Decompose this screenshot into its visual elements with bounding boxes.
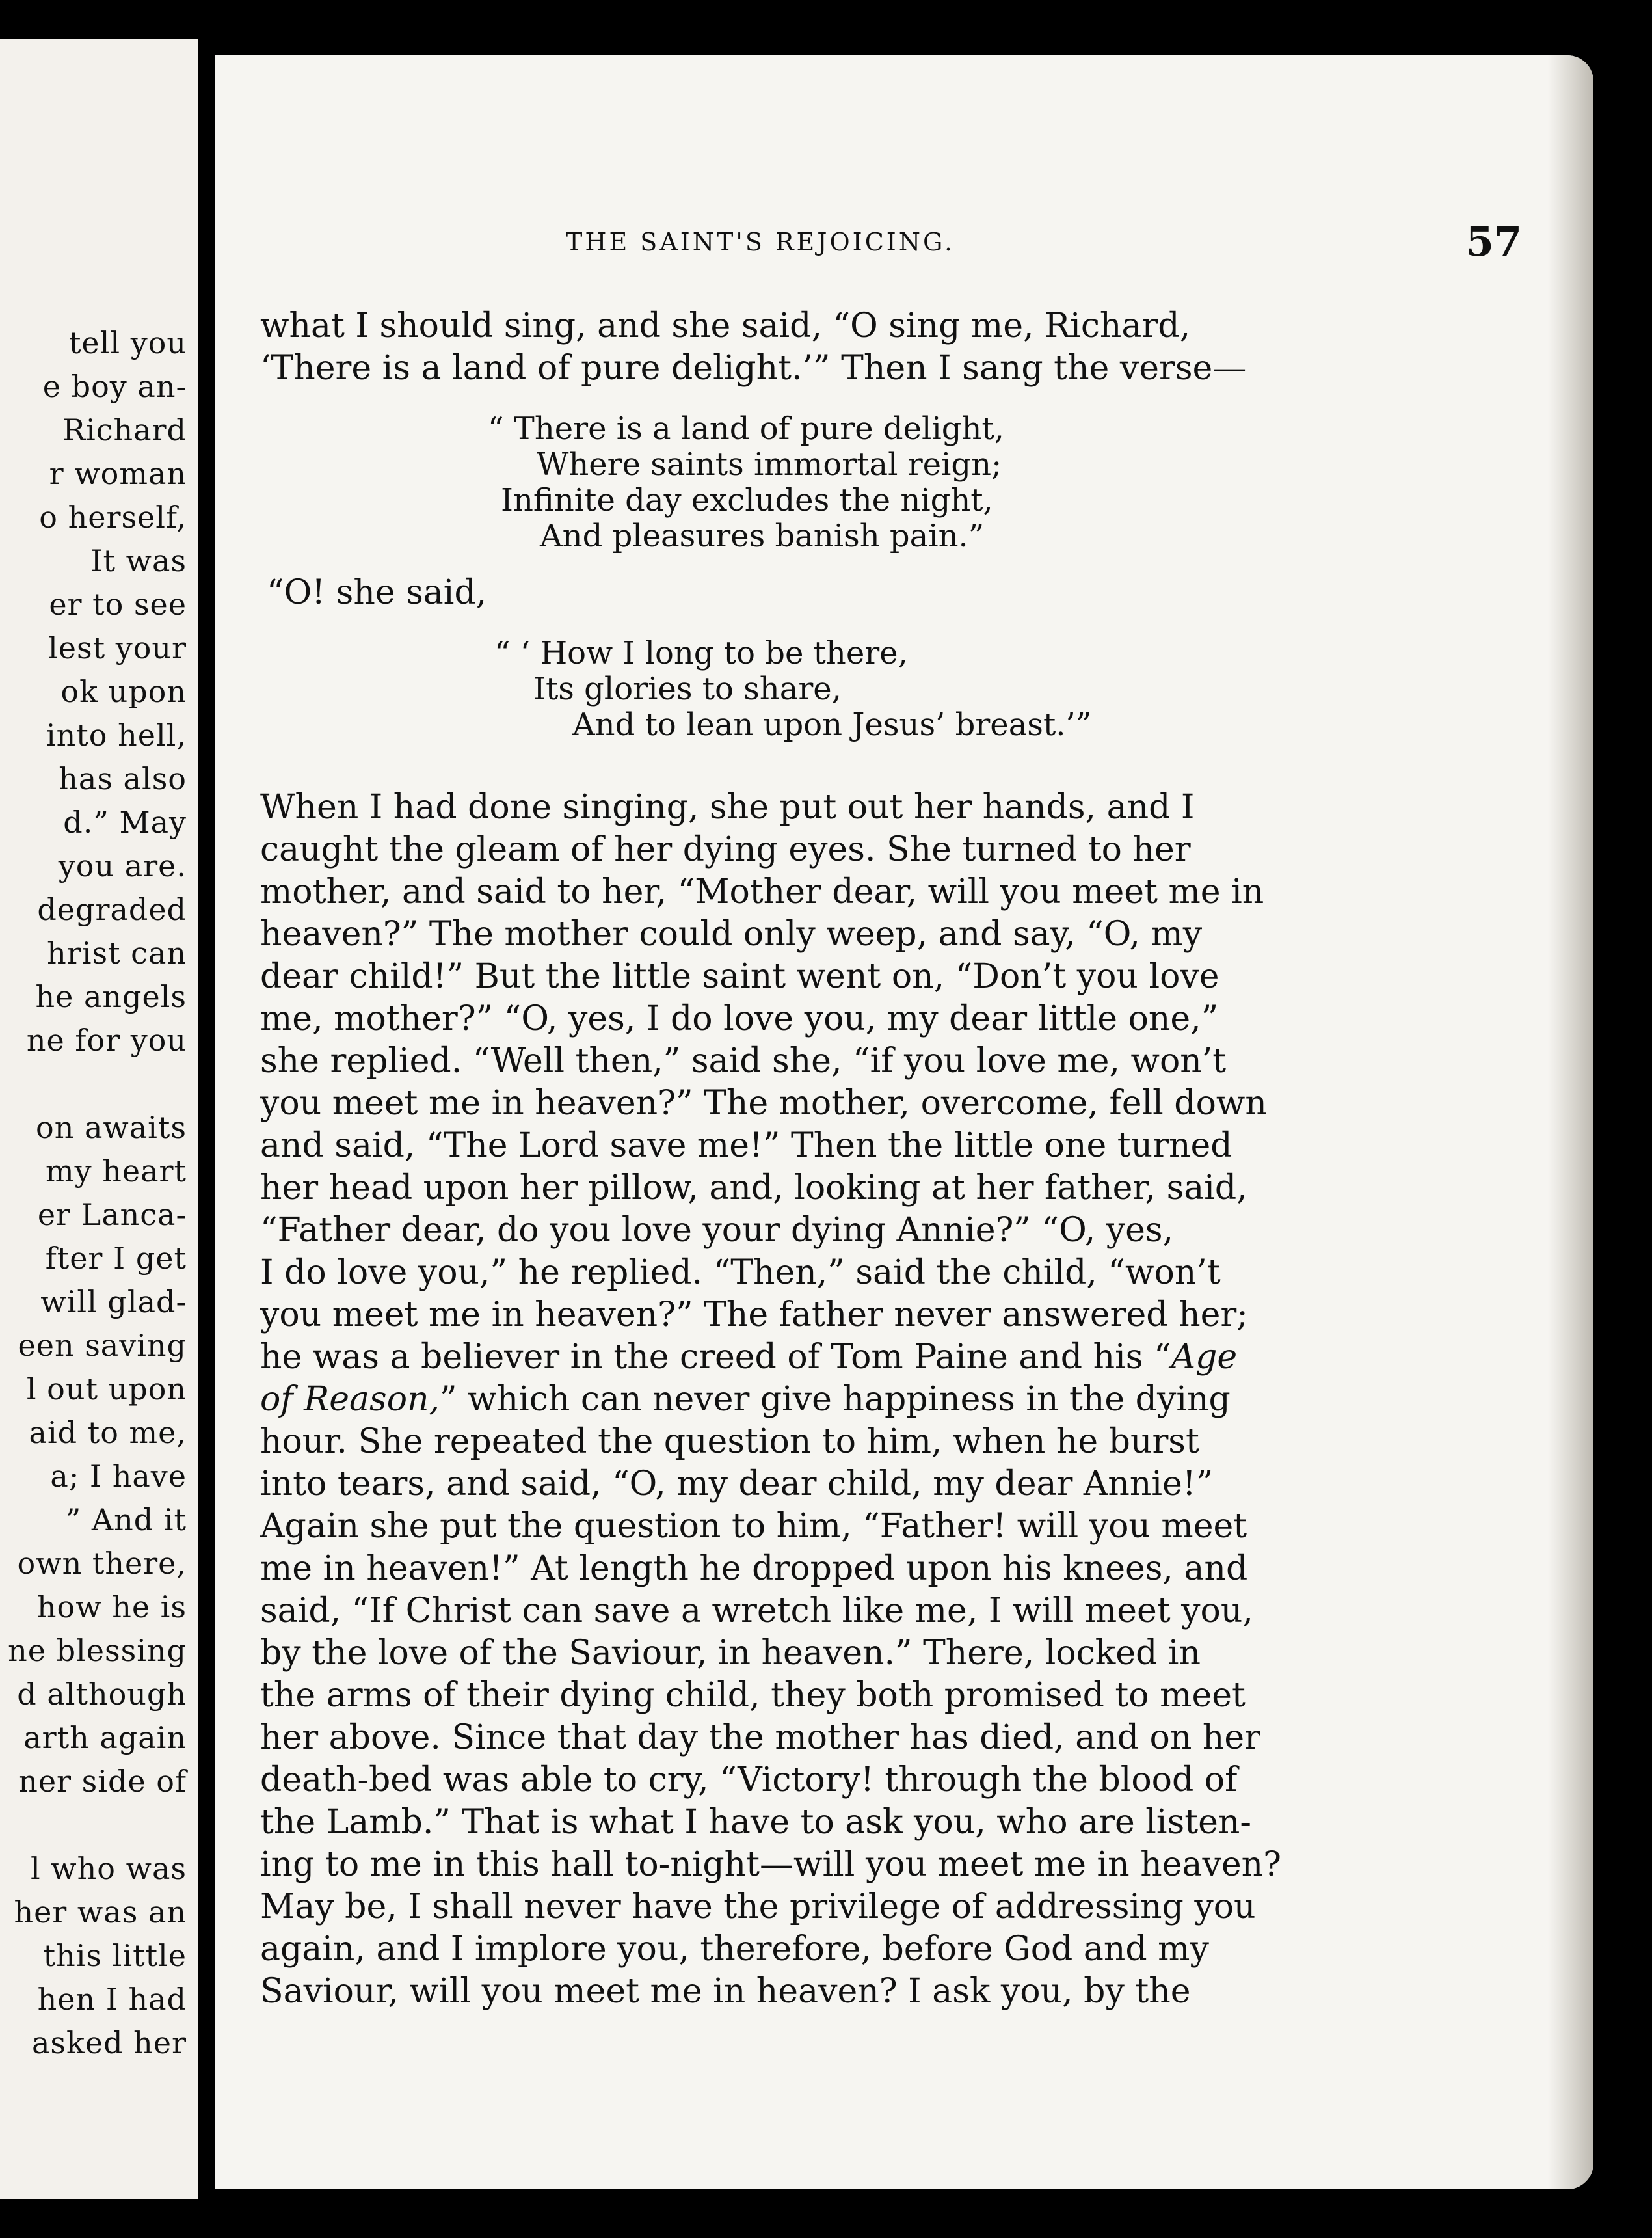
- facing-page-text: d.” May: [63, 805, 187, 840]
- verse-line: And pleasures banish pain.”: [540, 518, 985, 554]
- facing-page-text: hrist can: [47, 936, 187, 971]
- text-line: death-bed was able to cry, “Victory! through the blood of: [260, 1760, 1238, 1800]
- verse-line: Its glories to share,: [533, 671, 842, 707]
- facing-page-text: e boy an-: [42, 369, 187, 404]
- facing-page-text: lest your: [48, 630, 187, 666]
- facing-page-text: arth again: [23, 1720, 187, 1755]
- verse-line: Infinite day excludes the night,: [501, 482, 993, 519]
- text-line: ‘There is a land of pure delight.’” Then I sang the verse—: [260, 349, 1247, 388]
- text-line: May be, I shall never have the privilege of addressing you: [260, 1887, 1256, 1926]
- verse-line: And to lean upon Jesus’ breast.’”: [572, 707, 1092, 743]
- facing-page-text: ” And it: [65, 1502, 187, 1537]
- text-line: you meet me in heaven?” The father never answered her;: [260, 1295, 1248, 1334]
- text-line: I do love you,” he replied. “Then,” said the child, “won’t: [260, 1253, 1221, 1292]
- page-number: 57: [1465, 218, 1522, 265]
- text-line: dear child!” But the little saint went on, “Don’t you love: [260, 957, 1219, 996]
- running-header: THE SAINT'S REJOICING.: [566, 228, 955, 256]
- text-line: heaven?” The mother could only weep, and say, “O, my: [260, 915, 1203, 954]
- text-line: caught the gleam of her dying eyes. She turned to her: [260, 830, 1191, 869]
- facing-page-text: asked her: [31, 2025, 187, 2060]
- verse-line: “ There is a land of pure delight,: [488, 411, 1004, 447]
- text-line: her above. Since that day the mother has died, and on her: [260, 1718, 1260, 1757]
- facing-page-text: ok upon: [60, 674, 187, 709]
- facing-page-text: tell you: [68, 325, 187, 360]
- text-line: ing to me in this hall to-night—will you meet me in heaven?: [260, 1845, 1281, 1884]
- text-line: When I had done singing, she put out her hands, and I: [260, 788, 1195, 827]
- text-line: “Father dear, do you love your dying Annie?” “O, yes,: [260, 1211, 1174, 1250]
- facing-page-text: d although: [17, 1677, 187, 1712]
- facing-page-text: l out upon: [26, 1371, 187, 1407]
- text-line: and said, “The Lord save me!” Then the little one turned: [260, 1126, 1232, 1165]
- facing-page-text: fter I get: [45, 1241, 187, 1276]
- facing-page-text: o herself,: [39, 500, 187, 535]
- facing-page-text: degraded: [37, 892, 187, 927]
- text-line: into tears, and said, “O, my dear child, my dear Annie!”: [260, 1464, 1214, 1503]
- text-line: hour. She repeated the question to him, when he burst: [260, 1422, 1199, 1461]
- verse-line: Where saints immortal reign;: [537, 446, 1002, 483]
- text-line: what I should sing, and she said, “O sing me, Richard,: [260, 306, 1191, 345]
- facing-page-text: how he is: [36, 1589, 187, 1625]
- page-edge: [1548, 55, 1593, 2189]
- text-line: he was a believer in the creed of Tom Paine and his “Age: [260, 1338, 1238, 1377]
- book-page: [215, 55, 1593, 2189]
- text-line: her head upon her pillow, and, looking at her father, said,: [260, 1168, 1247, 1207]
- text-line: again, and I implore you, therefore, before God and my: [260, 1930, 1209, 1969]
- facing-page-text: her was an: [14, 1894, 187, 1930]
- facing-page-text: ne blessing: [8, 1633, 187, 1668]
- facing-page-text: aid to me,: [29, 1415, 187, 1450]
- verse-line: “ ‘ How I long to be there,: [494, 635, 908, 671]
- facing-page-text: l who was: [30, 1851, 187, 1886]
- text-line: the Lamb.” That is what I have to ask you, who are listen-: [260, 1803, 1251, 1842]
- text-line: me in heaven!” At length he dropped upon his knees, and: [260, 1549, 1248, 1588]
- facing-page-text: into hell,: [46, 718, 187, 753]
- facing-page-text: this little: [43, 1938, 187, 1973]
- text-line: of Reason,” which can never give happiness in the dying: [260, 1380, 1231, 1419]
- facing-page-text: Richard: [62, 412, 187, 448]
- text-line: Again she put the question to him, “Father! will you meet: [260, 1507, 1247, 1546]
- facing-page-text: er to see: [49, 587, 187, 622]
- facing-page-text: has also: [59, 761, 187, 796]
- text-line: the arms of their dying child, they both promised to meet: [260, 1676, 1246, 1715]
- text-line: said, “If Christ can save a wretch like me, I will meet you,: [260, 1591, 1253, 1630]
- facing-page-text: hen I had: [37, 1982, 187, 2017]
- facing-page-text: a; I have: [50, 1459, 187, 1494]
- facing-page-text: ne for you: [26, 1023, 187, 1058]
- facing-page-text: my heart: [46, 1153, 187, 1189]
- facing-page-text: ner side of: [18, 1764, 187, 1799]
- text-line: she replied. “Well then,” said she, “if you love me, won’t: [260, 1042, 1227, 1081]
- text-line: mother, and said to her, “Mother dear, will you meet me in: [260, 872, 1264, 911]
- text-line: you meet me in heaven?” The mother, overcome, fell down: [260, 1084, 1267, 1123]
- facing-page-text: on awaits: [36, 1110, 187, 1145]
- facing-page-text: he angels: [35, 979, 187, 1014]
- text-line: me, mother?” “O, yes, I do love you, my dear little one,”: [260, 999, 1219, 1038]
- facing-page-text: een saving: [18, 1328, 187, 1363]
- text-line: Saviour, will you meet me in heaven? I ask you, by the: [260, 1972, 1191, 2011]
- facing-page-text: own there,: [17, 1546, 187, 1581]
- facing-page-text: r woman: [49, 456, 187, 491]
- facing-page-text: you are.: [58, 848, 187, 883]
- text-line: “O! she said,: [267, 573, 487, 612]
- facing-page-text: It was: [90, 543, 187, 578]
- facing-page-text: er Lanca-: [37, 1197, 187, 1232]
- facing-page-text: will glad-: [40, 1284, 187, 1319]
- facing-page-fragment: [0, 39, 198, 2199]
- book-gutter: [198, 0, 215, 2238]
- text-line: by the love of the Saviour, in heaven.” There, locked in: [260, 1634, 1201, 1673]
